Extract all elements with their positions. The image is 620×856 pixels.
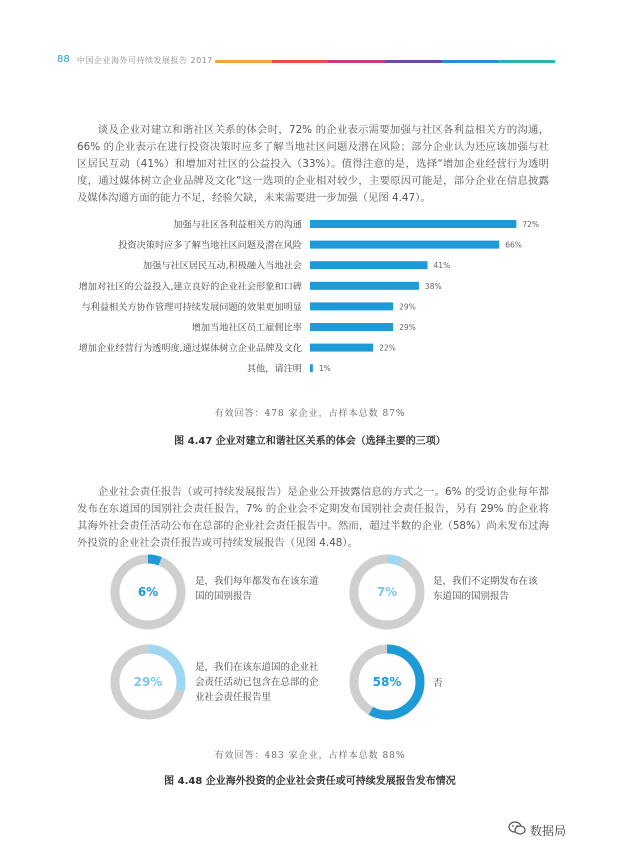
bar-value-label: 29%: [399, 302, 416, 312]
donut-chart: [347, 642, 427, 722]
donut-description-label: 是，我们在该东道国的企业社会责任活动已包含在总部的企业社会责任报告里: [195, 662, 319, 703]
bar-category-label: 加强与社区各利益相关方的沟通: [173, 219, 302, 231]
page-header: [0, 52, 620, 72]
bar-category-label: 增加当地社区员工雇佣比率: [191, 322, 302, 334]
bar-category-label: 增加对社区的公益投入,建立良好的企业社会形象和口碑: [78, 281, 302, 293]
bar-mark: [310, 364, 313, 372]
figure-4-47-bar-chart: [60, 212, 560, 382]
donut-chart: [108, 552, 188, 632]
donut-percent-label: 6%: [137, 585, 159, 599]
paragraph-csr-reporting: 企业社会责任报告（或可持续发展报告）是企业公开披露信息的方式之一。6% 的受访企业每年都发布在东道国的国别社会责任报告，7% 的企业会不定期发布国别社会责任报告，另有 29% 的企业将其海外社会责任活动公布在总部的企业社会责任报告中。然而，超过半数的企业（58%）尚未发布过海外投资的企业社会责任报告或可持续发展报告（见图 4.48）。: [77, 486, 549, 550]
bar-value-label: 29%: [399, 323, 416, 332]
bar-value-label: 38%: [424, 281, 442, 291]
bar-value-label: 1%: [318, 364, 331, 374]
bar-value-label: 22%: [379, 343, 396, 353]
bar-category-label: 增加企业经营行为透明度,通过媒体树立企业品牌及文化: [78, 343, 302, 355]
bar-category-label: 其他，请注明: [246, 363, 302, 375]
bar-value-label: 41%: [433, 261, 451, 271]
donut-chart: [347, 552, 427, 632]
header-rule-segment: [498, 60, 555, 63]
bar-category-label: 投资决策时应多了解当地社区问题及潜在风险: [118, 240, 302, 252]
page-number: 88: [57, 54, 70, 65]
bar-category-label: 加强与社区居民互动,积极融入当地社会: [142, 260, 302, 272]
header-rule-segment: [442, 60, 499, 63]
bar-mark: [310, 282, 419, 290]
wechat-icon: [508, 820, 526, 836]
figure-4-47-note: 有效回答：478 家企业，占样本总数 87%: [214, 409, 406, 419]
bar-mark: [310, 241, 499, 249]
figure-4-47-caption: 图 4.47 企业对建立和谐社区关系的体会（选择主要的三项）: [174, 436, 446, 447]
bar-value-label: 66%: [505, 240, 522, 250]
donut-description-label: 否: [433, 678, 443, 689]
bar-category-label: 与利益相关方协作管理可持续发展问题的效果更加明显: [81, 301, 302, 313]
bar-mark: [310, 261, 428, 269]
donut-chart: [108, 642, 188, 722]
donut-percent-label: 7%: [376, 585, 398, 599]
running-title: 中国企业海外可持续发展报告 2017: [77, 56, 213, 65]
bar-value-label: 72%: [522, 220, 540, 229]
bar-mark: [310, 323, 393, 331]
header-rule-segment: [328, 60, 385, 63]
header-rule-segment: [385, 60, 442, 63]
watermark-text: 数据局: [530, 824, 567, 838]
donut-percent-label: 58%: [372, 675, 402, 689]
paragraph-community-relations: 谈及企业对建立和谐社区关系的体会时，72% 的企业表示需要加强与社区各利益相关方的沟通，66% 的企业表示在进行投资决策时应多了解当地社区问题及潜在风险；部分企业认为还应该加强与社区居民互动（41%）和增加对社区的公益投入（33%）。值得注意的是，选择“增加企业经营行为透明度，通过媒体树立企业品牌及文化”这一选项的企业相对较少，主要原因可能是，部分企业在信息披露及媒体沟通方面的能力不足，经验欠缺，未来需要进一步加强（见图 4.47）。: [77, 124, 549, 205]
donut-description-label: 是，我们不定期发布在该东道国的国别报告: [433, 576, 538, 602]
bar-mark: [310, 220, 516, 228]
donut-percent-label: 29%: [133, 675, 163, 689]
bar-mark: [310, 302, 393, 310]
donut-description-label: 是，我们每年都发布在该东道国的国别报告: [195, 576, 319, 602]
figure-4-48-caption: 图 4.48 企业海外投资的企业社会责任或可持续发展报告发布情况: [164, 776, 456, 787]
header-rule-segment: [272, 60, 329, 63]
bar-mark: [310, 344, 373, 352]
figure-4-48-note: 有效回答：483 家企业，占样本总数 88%: [214, 751, 406, 761]
header-rule-segment: [215, 60, 272, 63]
header-color-rule: [215, 60, 555, 63]
